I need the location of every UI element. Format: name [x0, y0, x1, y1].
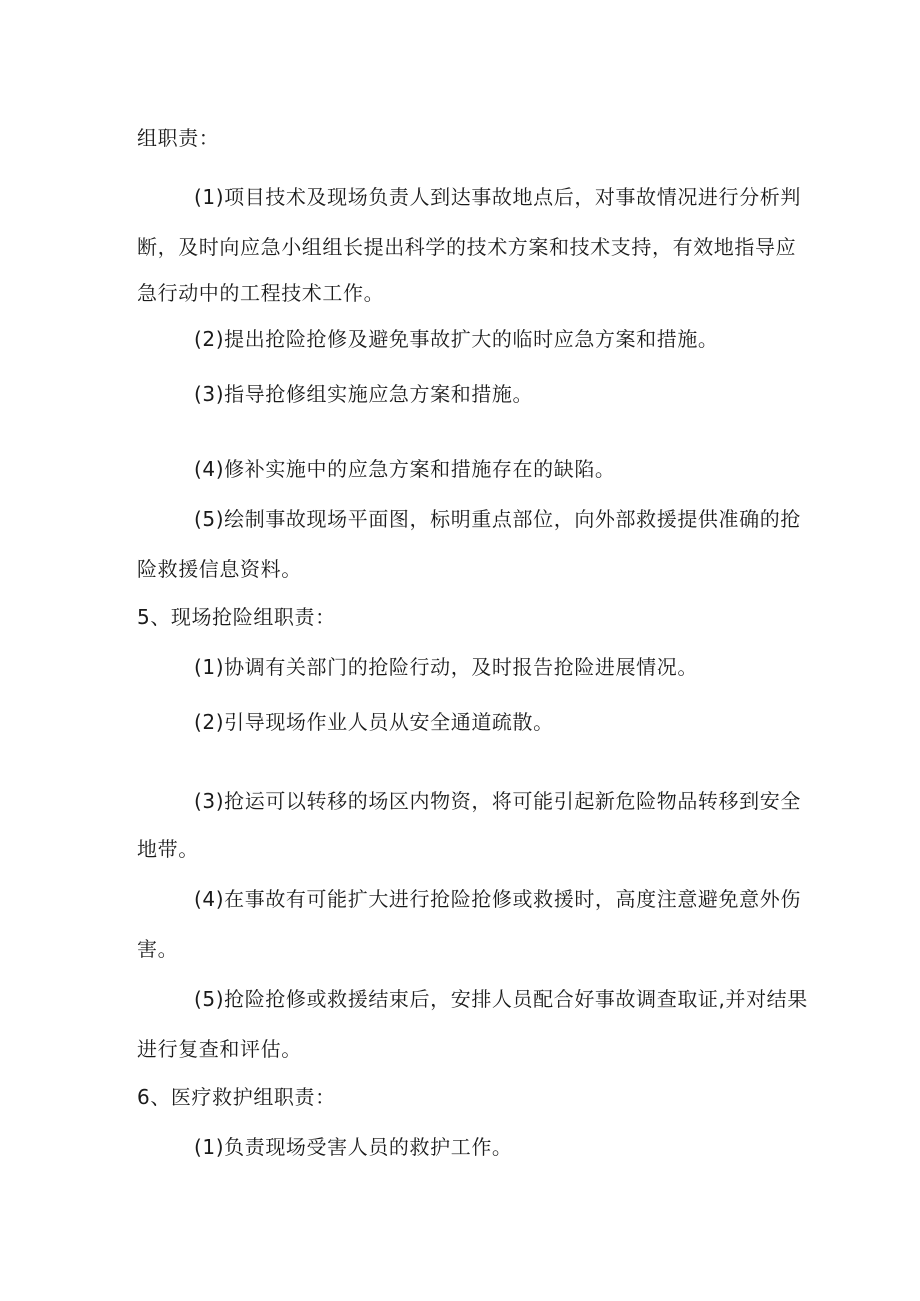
para-6-1: (1)负责现场受害人员的救护工作。	[194, 1135, 513, 1159]
para-4-5-line-1: (5)绘制事故现场平面图，标明重点部位，向外部救援提供准确的抢	[194, 507, 801, 531]
para-5-2: (2)引导现场作业人员从安全通道疏散。	[194, 710, 554, 734]
section-5-heading: 5、现场抢险组职责：	[137, 605, 336, 629]
para-4-5-line-2: 险救援信息资料。	[137, 557, 302, 581]
para-5-5-line-1: (5)抢险抢修或救援结束后，安排人员配合好事故调查取证,并对结果	[194, 987, 808, 1011]
section-6-heading: 6、医疗救护组职责：	[137, 1085, 336, 1109]
para-5-4-line-2: 害。	[137, 937, 179, 961]
para-5-3-line-2: 地带。	[137, 837, 199, 861]
para-4-4: (4)修补实施中的应急方案和措施存在的缺陷。	[194, 457, 616, 481]
intro-line: 组职责：	[137, 126, 220, 150]
para-5-5-line-2: 进行复查和评估。	[137, 1037, 302, 1061]
para-4-1-line-3: 急行动中的工程技术工作。	[137, 281, 385, 305]
para-4-1-line-1: (1)项目技术及现场负责人到达事故地点后，对事故情况进行分析判	[194, 185, 801, 209]
para-4-3: (3)指导抢修组实施应急方案和措施。	[194, 382, 534, 406]
para-4-1-line-2: 断，及时向应急小组组长提出科学的技术方案和技术支持，有效地指导应	[137, 235, 797, 259]
para-5-4-line-1: (4)在事故有可能扩大进行抢险抢修或救援时，高度注意避免意外伤	[194, 887, 801, 911]
para-5-1: (1)协调有关部门的抢险行动，及时报告抢险进展情况。	[194, 655, 698, 679]
para-4-2: (2)提出抢险抢修及避免事故扩大的临时应急方案和措施。	[194, 327, 719, 351]
para-5-3-line-1: (3)抢运可以转移的场区内物资，将可能引起新危险物品转移到安全	[194, 789, 801, 813]
